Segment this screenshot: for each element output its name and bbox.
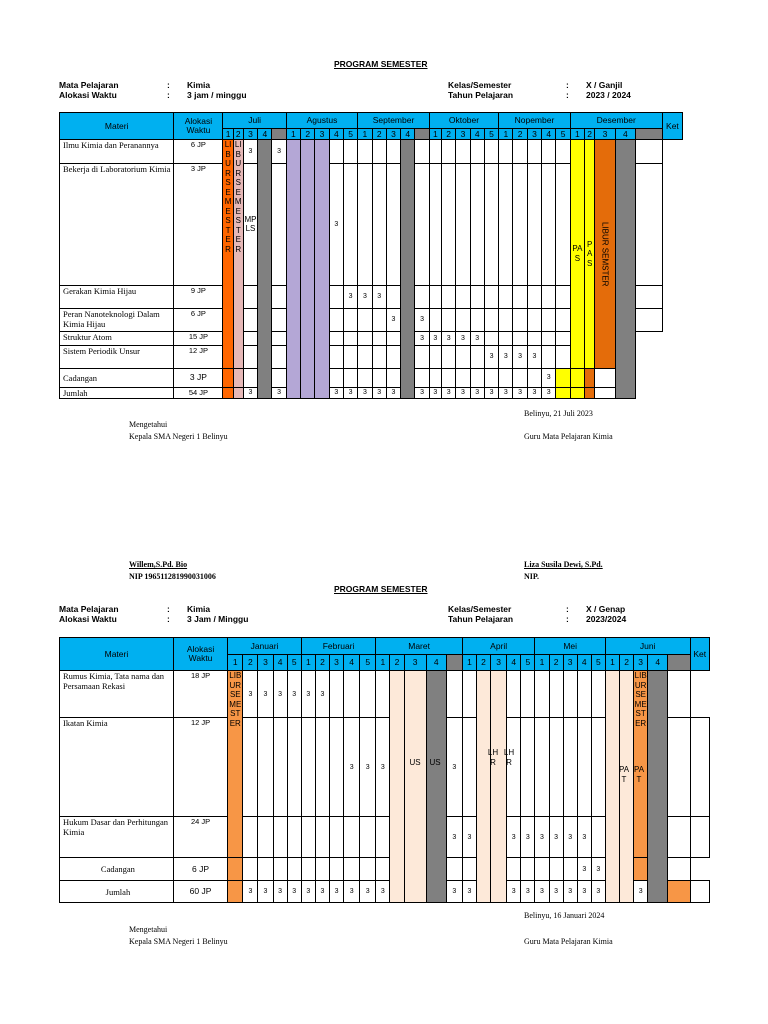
value-cell: 3 — [549, 817, 563, 858]
week: 2 — [315, 655, 329, 671]
gap-band — [401, 140, 415, 399]
week: 4 — [426, 655, 446, 671]
lhr-band — [491, 671, 507, 903]
month-juli: Juli — [223, 113, 286, 129]
value-cell: 3 — [442, 331, 456, 345]
total-cell: 3 — [446, 881, 462, 903]
sem2-mengetahui: Mengetahui — [129, 925, 168, 934]
value-cell: 3 — [376, 718, 390, 817]
total-cell: 3 — [243, 387, 257, 398]
total-cell: 3 — [329, 387, 343, 398]
materi-cell: Bekerja di Laboratorium Kimia — [60, 164, 174, 285]
month-april: April — [462, 638, 535, 655]
total-cell: 3 — [360, 881, 376, 903]
header-alokasi: Alokasi Waktu — [174, 113, 223, 140]
jp-cell: 3 JP — [174, 368, 223, 387]
month-januari: Januari — [228, 638, 302, 655]
jp-cell: 6 JP — [174, 140, 223, 164]
total-cell: 3 — [542, 387, 556, 398]
materi-cell: Cadangan — [60, 858, 174, 881]
total-cell: 3 — [344, 881, 360, 903]
week: 5 — [556, 129, 570, 140]
jp-cell: 18 JP — [173, 671, 227, 718]
total-cell: 3 — [358, 387, 372, 398]
lhr-band — [477, 671, 491, 903]
total-cell: 3 — [577, 881, 591, 903]
week: 2 — [513, 129, 527, 140]
colon: : — [566, 90, 569, 100]
week: 4 — [542, 129, 556, 140]
week: 1 — [499, 129, 513, 140]
month-agustus: Agustus — [286, 113, 357, 129]
week: 2 — [301, 129, 315, 140]
value-cell: 3 — [429, 331, 441, 345]
total-cell: 3 — [330, 881, 344, 903]
value-cell: 3 — [563, 817, 577, 858]
week: 1 — [462, 655, 476, 671]
gap-band — [426, 671, 446, 903]
value-cell: 3 — [446, 718, 462, 817]
value-cell: 3 — [243, 671, 258, 718]
materi-cell: Jumlah — [60, 387, 174, 398]
sem1-title: PROGRAM SEMESTER — [334, 59, 428, 69]
value-cell: 3 — [577, 817, 591, 858]
sem2-title: PROGRAM SEMESTER — [334, 584, 428, 594]
total-cell: 3 — [456, 387, 470, 398]
total-cell: 3 — [527, 387, 541, 398]
gap-band — [648, 671, 668, 903]
week: 2 — [390, 655, 404, 671]
colon: : — [566, 80, 569, 90]
jp-cell: 12 JP — [174, 345, 223, 368]
week: 3 — [491, 655, 507, 671]
value-cell: 3 — [329, 164, 343, 285]
sem2-schedule-table — [59, 637, 710, 903]
colon: : — [167, 614, 170, 624]
value-cell: 3 — [521, 817, 535, 858]
total-cell: 3 — [301, 881, 315, 903]
us-label: US — [429, 758, 441, 767]
kepala-name: Willem,S.Pd. Bio — [129, 560, 188, 569]
sem1-guru: Guru Mata Pelajaran Kimia — [524, 432, 613, 441]
pat-band — [605, 671, 619, 903]
month-oktober: Oktober — [429, 113, 498, 129]
value-cell: 3 — [358, 285, 372, 308]
us-band — [404, 671, 426, 903]
sem2-alokasi: 3 Jam / Minggu — [187, 614, 249, 624]
value-cell: 3 — [287, 671, 301, 718]
total-cell: 3 — [243, 881, 258, 903]
week: 5 — [360, 655, 376, 671]
month-februari: Februari — [301, 638, 376, 655]
week: 3 — [595, 129, 615, 140]
kepala-nip: NIP 196511281990031006 — [129, 572, 216, 581]
total-cell: 3 — [272, 387, 286, 398]
week: 5 — [591, 655, 605, 671]
value-cell: 3 — [415, 308, 429, 331]
header-materi: Materi — [60, 113, 174, 140]
week: 5 — [287, 655, 301, 671]
week: 4 — [470, 129, 484, 140]
week: 1 — [570, 129, 584, 140]
total-cell: 3 — [442, 387, 456, 398]
materi-cell: Cadangan — [60, 368, 174, 387]
week: 4 — [615, 129, 635, 140]
week: 1 — [286, 129, 300, 140]
week: 5 — [484, 129, 498, 140]
total-cell: 3 — [258, 881, 273, 903]
materi-cell: Peran Nanoteknologi Dalam Kimia Hijau — [60, 308, 174, 331]
week: 4 — [344, 655, 360, 671]
sem2-mapel-label: Mata Pelajaran — [59, 604, 119, 614]
sem1-schedule-table — [59, 112, 710, 399]
colon: : — [167, 80, 170, 90]
value-cell: 3 — [273, 671, 287, 718]
total-cell: 3 — [513, 387, 527, 398]
materi-cell: Struktur Atom — [60, 331, 174, 345]
total-cell: 3 — [315, 881, 329, 903]
jp-cell: 6 JP — [174, 308, 223, 331]
header-ket: Ket — [690, 638, 709, 671]
value-cell: 3 — [415, 331, 429, 345]
header-alokasi: Alokasi Waktu — [173, 638, 227, 671]
week: 4 — [401, 129, 415, 140]
pas-band: PAS — [570, 140, 584, 369]
week-gap — [272, 129, 286, 140]
value-cell: 3 — [272, 140, 286, 164]
sem1-place-date: Belinyu, 21 Juli 2023 — [524, 409, 593, 418]
week: 1 — [301, 655, 315, 671]
libur-semester-band: LIBUR SEMESTER — [233, 140, 243, 369]
week: 1 — [429, 129, 441, 140]
week: 2 — [549, 655, 563, 671]
jp-cell: 24 JP — [173, 817, 227, 858]
value-cell: 3 — [542, 368, 556, 387]
sem2-guru: Guru Mata Pelajaran Kimia — [524, 937, 613, 946]
mpls-label: MPLS — [243, 164, 257, 285]
value-cell: 3 — [591, 858, 605, 881]
jp-cell: 3 JP — [174, 164, 223, 285]
sem2-alokasi-label: Alokasi Waktu — [59, 614, 117, 624]
value-cell: 3 — [258, 671, 273, 718]
sem2-tahun: 2023/2024 — [586, 614, 627, 624]
value-cell: 3 — [470, 331, 484, 345]
value-cell: 3 — [462, 817, 476, 858]
jp-cell: 6 JP — [173, 858, 227, 881]
materi-cell: Rumus Kimia, Tata nama dan Persamaan Rekasi — [60, 671, 174, 718]
week: 3 — [563, 655, 577, 671]
month-september: September — [358, 113, 430, 129]
value-cell: 3 — [577, 858, 591, 881]
week: 4 — [329, 129, 343, 140]
header-materi: Materi — [60, 638, 174, 671]
sem1-kelas: X / Ganjil — [586, 80, 623, 90]
total-cell: 3 — [376, 881, 390, 903]
highlight-band — [286, 140, 300, 399]
month-juni: Juni — [605, 638, 690, 655]
us-label: US — [409, 758, 421, 767]
pat-label: PAT — [633, 765, 645, 784]
week: 3 — [258, 655, 273, 671]
week: 3 — [315, 129, 329, 140]
pat-band — [620, 671, 634, 903]
value-cell: 3 — [360, 718, 376, 817]
week: 2 — [620, 655, 634, 671]
value-cell: 3 — [344, 718, 360, 817]
week: 1 — [223, 129, 233, 140]
month-maret: Maret — [376, 638, 463, 655]
value-cell: 3 — [301, 671, 315, 718]
week: 3 — [330, 655, 344, 671]
total-cell: 3 — [499, 387, 513, 398]
materi-cell: Sistem Periodik Unsur — [60, 345, 174, 368]
month-desember: Desember — [570, 113, 662, 129]
total-cell: 3 — [343, 387, 357, 398]
value-cell: 3 — [315, 671, 329, 718]
sem1-tahun: 2023 / 2024 — [586, 90, 631, 100]
total-cell: 3 — [484, 387, 498, 398]
sem2-kepala: Kepala SMA Negeri 1 Belinyu — [129, 937, 228, 946]
week: 5 — [343, 129, 357, 140]
value-cell: 3 — [446, 817, 462, 858]
total-cell: 3 — [563, 881, 577, 903]
value-cell: 3 — [513, 345, 527, 368]
week: 1 — [376, 655, 390, 671]
total-cell: 3 — [521, 881, 535, 903]
value-cell: 3 — [484, 345, 498, 368]
value-cell: 3 — [527, 345, 541, 368]
total-cell: 3 — [634, 881, 648, 903]
us-band — [390, 671, 404, 903]
month-nopember: Nopember — [499, 113, 571, 129]
total-cell: 3 — [462, 881, 476, 903]
lhr-label: LHR — [503, 748, 515, 767]
week: 2 — [477, 655, 491, 671]
materi-cell: Hukum Dasar dan Perhitungan Kimia — [60, 817, 174, 858]
materi-cell: Ikatan Kimia — [60, 718, 174, 817]
total-cell: 3 — [549, 881, 563, 903]
sem1-alokasi: 3 jam / minggu — [187, 90, 247, 100]
total-cell: 3 — [591, 881, 605, 903]
value-cell: 3 — [386, 308, 400, 331]
total-cell: 3 — [273, 881, 287, 903]
jp-cell: 12 JP — [173, 718, 227, 817]
lhr-label: LHR — [487, 748, 499, 767]
week: 4 — [577, 655, 591, 671]
week: 4 — [507, 655, 521, 671]
week: 2 — [243, 655, 258, 671]
libur-semester-band: LIBURSEMESTER — [634, 671, 648, 858]
value-cell: 3 — [243, 140, 257, 164]
value-cell: 3 — [499, 345, 513, 368]
total-cell: 3 — [287, 881, 301, 903]
week: 1 — [228, 655, 243, 671]
sem1-alokasi-label: Alokasi Waktu — [59, 90, 117, 100]
total-cell: 3 — [535, 881, 549, 903]
sem1-mengetahui: Mengetahui — [129, 420, 168, 429]
value-cell: 3 — [372, 285, 386, 308]
gap-band — [615, 140, 635, 399]
total-cell: 3 — [386, 387, 400, 398]
guru-name: Liza Susila Dewi, S.Pd. — [524, 560, 603, 569]
gap-band — [258, 140, 272, 399]
sem2-tahun-label: Tahun Pelajaran — [448, 614, 514, 624]
jp-cell: 54 JP — [174, 387, 223, 398]
pat-label: PAT — [618, 765, 630, 784]
week: 2 — [372, 129, 386, 140]
guru-nip: NIP. — [524, 572, 540, 581]
colon: : — [167, 90, 170, 100]
week: 1 — [605, 655, 619, 671]
libur-semester-band: LIBURSEMESTER — [228, 671, 243, 858]
week: 3 — [634, 655, 648, 671]
week: 4 — [258, 129, 272, 140]
total-cell: 3 — [372, 387, 386, 398]
month-mei: Mei — [535, 638, 605, 655]
jp-cell: 15 JP — [174, 331, 223, 345]
highlight-band — [315, 140, 329, 399]
week-gap — [668, 655, 690, 671]
week-gap — [636, 129, 663, 140]
materi-cell: Gerakan Kimia Hijau — [60, 285, 174, 308]
colon: : — [566, 614, 569, 624]
week: 4 — [648, 655, 668, 671]
sem1-kelas-label: Kelas/Semester — [448, 80, 512, 90]
highlight-band — [301, 140, 315, 399]
libur-semester-band: LIBUR SEMESTER — [223, 140, 233, 369]
sem2-mapel: Kimia — [187, 604, 211, 614]
sem1-mapel-label: Mata Pelajaran — [59, 80, 119, 90]
week: 2 — [233, 129, 243, 140]
materi-cell: Ilmu Kimia dan Peranannya — [60, 140, 174, 164]
week: 2 — [585, 129, 595, 140]
week: 3 — [404, 655, 426, 671]
total-cell: 3 — [415, 387, 429, 398]
sem2-kelas-label: Kelas/Semester — [448, 604, 512, 614]
total-cell: 3 — [507, 881, 521, 903]
jp-cell: 60 JP — [173, 881, 227, 903]
sem1-kepala: Kepala SMA Negeri 1 Belinyu — [129, 432, 228, 441]
week: 3 — [456, 129, 470, 140]
header-ket: Ket — [662, 113, 682, 140]
week: 5 — [521, 655, 535, 671]
total-cell: 3 — [429, 387, 441, 398]
jp-cell: 9 JP — [174, 285, 223, 308]
value-cell: 3 — [535, 817, 549, 858]
week: 2 — [442, 129, 456, 140]
week: 1 — [358, 129, 372, 140]
week: 4 — [273, 655, 287, 671]
colon: : — [167, 604, 170, 614]
week-gap — [446, 655, 462, 671]
week: 1 — [535, 655, 549, 671]
pas-band: PAS — [585, 140, 595, 369]
week: 3 — [243, 129, 257, 140]
materi-cell: Jumlah — [60, 881, 174, 903]
libur-semester-des-band: LIBUR SEMSTER — [595, 140, 615, 369]
sem1-mapel: Kimia — [187, 80, 211, 90]
value-cell: 3 — [343, 285, 357, 308]
sem1-tahun-label: Tahun Pelajaran — [448, 90, 514, 100]
week: 3 — [527, 129, 541, 140]
value-cell: 3 — [456, 331, 470, 345]
week: 3 — [386, 129, 400, 140]
total-cell: 3 — [470, 387, 484, 398]
week-gap — [415, 129, 429, 140]
value-cell: 3 — [507, 817, 521, 858]
sem2-kelas: X / Genap — [586, 604, 626, 614]
sem2-place-date: Belinyu, 16 Januari 2024 — [524, 911, 605, 920]
colon: : — [566, 604, 569, 614]
